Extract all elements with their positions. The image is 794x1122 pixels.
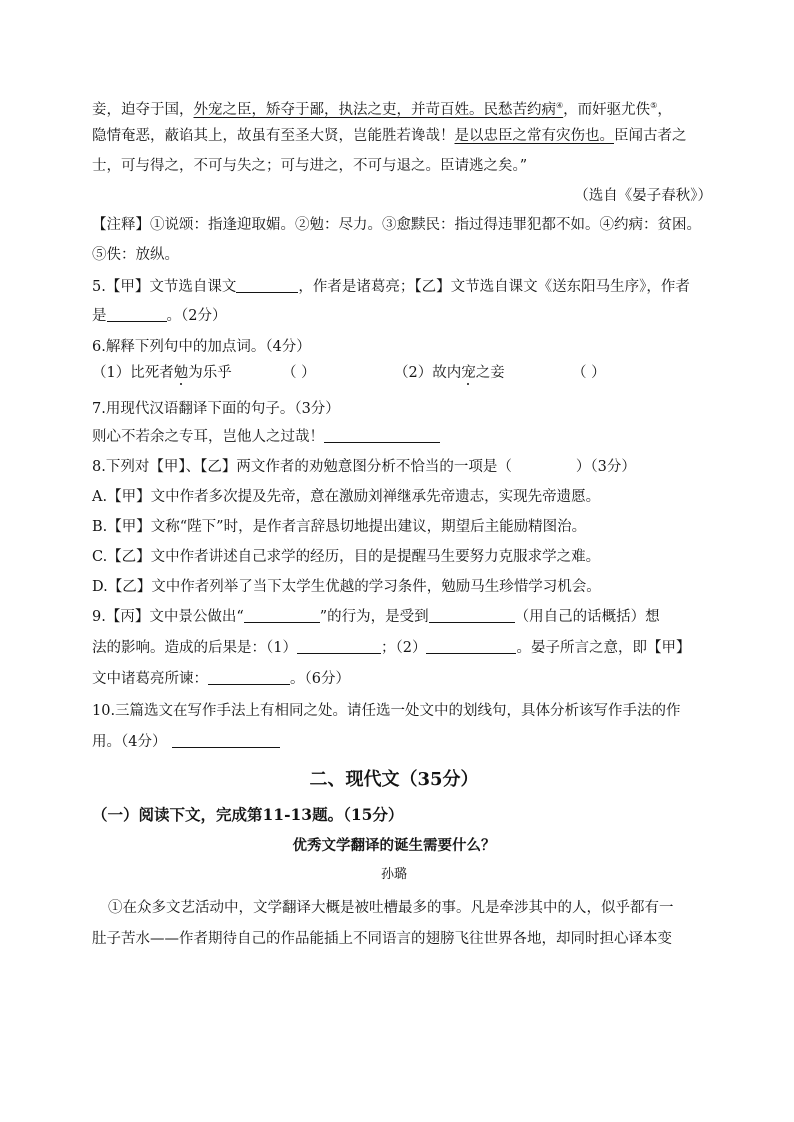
article-author: 孙璐 [380,867,407,882]
answer-blank[interactable] [297,639,381,654]
question-7-stem: 7.用现代汉语翻译下面的句子。（3分） [92,401,340,417]
option-b: B.【甲】文称“陛下”时，是作者言辞恳切地提出建议，期望后主能励精图治。 [92,519,587,535]
answer-blank[interactable] [429,608,515,623]
question-5-line-1: 5.【甲】文节选自课文 ，作者是诸葛亮；【乙】文节选自课文《送东阳马生序》，作者 [92,279,690,295]
question-10-line-2: 用。（4分） [92,732,712,752]
answer-blank[interactable] [172,733,280,748]
underlined-sentence: 是以忠臣之常有灾伤也。 [454,128,614,144]
passage-line-1: 妾，迫夺于国，外宠之臣，矫夺于鄙，执法之吏，并苛百姓。民愁苦约病④，而奸驱尤佚⑤， [92,101,672,118]
dotted-word: 宠 [461,365,476,381]
section-subheading: （一）阅读下文，完成第11-13题。（15分） [92,805,404,824]
answer-paren[interactable]: （ ） [282,365,316,381]
answer-blank[interactable] [208,670,290,685]
answer-blank[interactable] [426,639,516,654]
answer-blank[interactable] [244,608,320,623]
question-9-line-1: 9.【丙】文中景公做出“ ”的行为，是受到 （用自己的话概括）想 [92,609,660,625]
question-6-stem: 6.解释下列句中的加点词。（4分） [92,339,311,355]
passage-line-2: 隐情奄恶，蔽谄其上，故虽有至圣大贤，岂能胜若谗哉！是以忠臣之常有灾伤也。臣闻古者之 [92,128,687,144]
article-paragraph-line-1: ①在众多文艺活动中，文学翻译大概是被吐槽最多的事。凡是牵涉其中的人，似乎都有一 [108,900,674,916]
answer-paren[interactable]: （ ） [572,365,606,381]
notes-line-2: ⑤佚：放纵。 [92,247,179,263]
article-title: 优秀文学翻译的诞生需要什么？ [292,837,496,854]
dotted-word: 勉 [173,365,189,381]
article-paragraph-line-2: 肚子苦水——作者期待自己的作品能插上不同语言的翅膀飞往世界各地，却同时担心译本变 [92,931,672,947]
option-d: D.【乙】文中作者列举了当下太学生优越的学习条件，勉励马生珍惜学习机会。 [92,579,601,595]
question-6-items: （1）比死者勉为乐乎 （ ） （2）故内宠之妾 （ ） [92,365,606,381]
question-9-line-2: 法的影响。造成的后果是：（1） ；（2） 。晏子所言之意，即【甲】 [92,640,691,656]
passage-line-3: 士，可与得之，不可与失之；可与进之，不可与退之。臣请逃之矣。” [92,158,528,174]
notes-line-1: 【注释】①说颂：指逢迎取媚。②勉：尽力。③愈黩民：指过得违罪犯都不如。④约病：贫困。 [92,217,701,233]
question-5-line-2: 是 。（2分） [92,308,227,324]
answer-blank[interactable] [236,278,298,293]
option-a: A.【甲】文中作者多次提及先帝，意在激励刘禅继承先帝遗志，实现先帝遗愿。 [92,489,601,505]
question-9-line-3: 文中诸葛亮所谏： 。（6分） [92,671,350,687]
answer-blank[interactable] [107,307,167,322]
underlined-sentence: 外宠之臣，矫夺于鄙，执法之吏，并苛百姓。民愁苦约病④ [193,101,564,118]
question-8-stem: 8.下列对【甲】、【乙】两文作者的劝勉意图分析不恰当的一项是（ ）（3分） [92,459,636,475]
passage-source: （选自《晏子春秋》） [574,188,712,204]
question-7-sentence: 则心不若余之专耳，岂他人之过哉！ [92,427,712,447]
section-heading: 二、现代文（35分） [309,769,479,790]
question-10-line-1: 10.三篇选文在写作手法上有相同之处。请任选一处文中的划线句，具体分析该写作手法的作 [92,703,681,719]
option-c: C.【乙】文中作者讲述自己求学的经历，目的是提醒马生要努力克服求学之难。 [92,549,601,565]
answer-blank[interactable] [324,428,440,443]
